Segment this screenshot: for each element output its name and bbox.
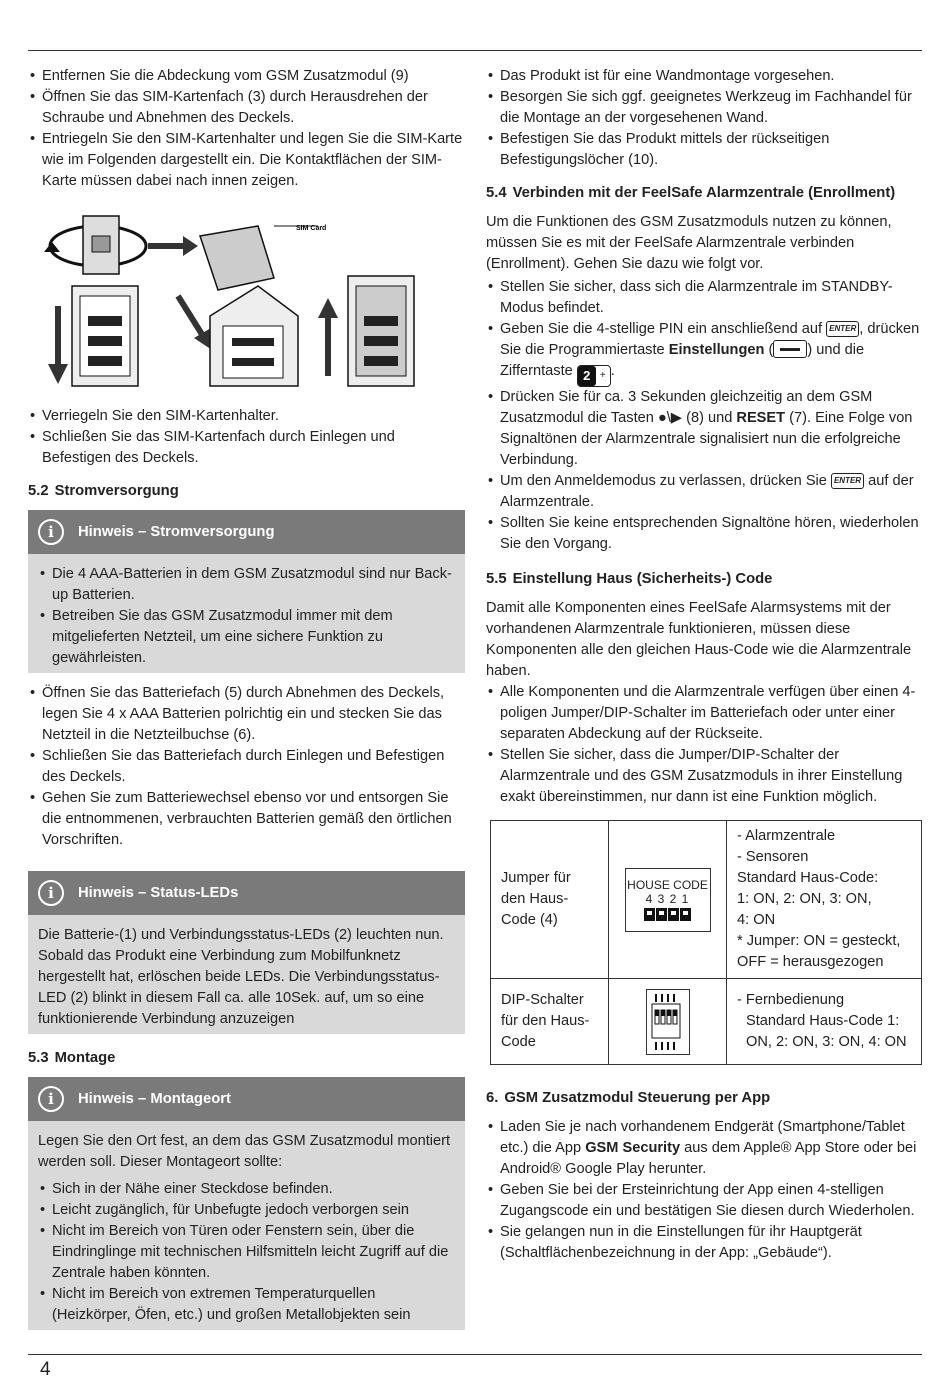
note-title: Hinweis – Montageort (78, 1090, 231, 1107)
table-row (491, 979, 922, 1065)
list-item: • Schließen Sie das Batteriefach durch Einlegen und Befestigen des Deckels. (28, 746, 465, 788)
list-item: • Nicht im Bereich von Türen oder Fenstern sein, über die Eindringlinge mit technischen Hilfsmitteln leicht Zugriff auf die Zentrale haben könnten. (38, 1221, 455, 1284)
app-steps-list (486, 1117, 926, 1264)
note-title: Hinweis – Status-LEDs (78, 884, 239, 901)
table-row (491, 821, 922, 979)
section-heading-5-2: 5.2 Stromversorgung (28, 483, 179, 499)
house-code-jumper-image: HOUSE CODE 4 3 2 1 (625, 868, 711, 932)
table-cell (609, 979, 727, 1065)
note-header (28, 871, 465, 915)
enter-key-icon: ENTER (831, 473, 864, 489)
right-column (486, 66, 926, 808)
section-6 (486, 1088, 926, 1264)
list-item: • Laden Sie je nach vorhandenem Endgerät (Smartphone/Tablet etc.) die App GSM Security aus dem Apple® App Store oder bei Android® Google Play herunter. (486, 1117, 926, 1180)
sim-card-illustration (28, 206, 468, 396)
info-icon: i (38, 880, 64, 906)
note-power (28, 510, 465, 673)
list-item: • Besorgen Sie sich ggf. geeignetes Werkzeug im Fachhandel für die Montage an der vorgesehenen Wand. (486, 87, 926, 129)
footer-rule (28, 1354, 922, 1355)
table-cell: DIP-Schalter für den Haus-Code (491, 979, 609, 1065)
battery-steps-list (28, 683, 465, 851)
house-code-table (490, 820, 922, 1065)
list-item: • Öffnen Sie das Batteriefach (5) durch Abnehmen des Deckels, legen Sie 4 x AAA Batterien polrichtig ein und stecken Sie das Netzteil in die Netzteilbuchse (6). (28, 683, 465, 746)
list-item: • Sie gelangen nun in die Einstellungen für ihr Hauptgerät (Schaltflächenbezeichnung in der App: „Gebäude“). (486, 1222, 926, 1264)
list-item: • Die 4 AAA-Batterien in dem GSM Zusatzmodul sind nur Back-up Batterien. (38, 564, 455, 606)
dip-switch-image (646, 989, 690, 1055)
wrench-key-icon (773, 340, 807, 358)
list-item: • Entfernen Sie die Abdeckung vom GSM Zusatzmodul (9) (28, 66, 465, 87)
note-header (28, 1077, 465, 1121)
sim-lock-list (28, 406, 465, 469)
list-item: • Stellen Sie sicher, dass sich die Alarmzentrale im STANDBY-Modus befindet. (486, 277, 926, 319)
list-item: • Leicht zugänglich, für Unbefugte jedoch verborgen sein (38, 1200, 455, 1221)
table-cell (609, 821, 727, 979)
section-intro: Um die Funktionen des GSM Zusatzmoduls nutzen zu können, müssen Sie es mit der FeelSafe Alarmzentrale verbinden (Enrollment). Gehen Sie dazu wie folgt vor. (486, 214, 892, 272)
list-item: • Stellen Sie sicher, dass die Jumper/DIP-Schalter der Alarmzentrale und des GSM Zusatzmoduls in ihrer Einstellung exakt übereinstimmen, nur dann ist eine Funktion möglich. (486, 745, 926, 808)
note-text: Legen Sie den Ort fest, an dem das GSM Zusatzmodul montiert werden soll. Dieser Montageort sollte: (38, 1133, 451, 1170)
section-heading-5-5: 5.5 Einstellung Haus (Sicherheits-) Code (486, 570, 773, 587)
note-title: Hinweis – Stromversorgung (78, 523, 275, 540)
mounting-list (486, 66, 926, 171)
list-item: • Nicht im Bereich von extremen Temperaturquellen (Heizkörper, Öfen, etc.) und großen Metallobjekten sein (38, 1284, 455, 1326)
note-header (28, 510, 465, 554)
page-number: 4 (40, 1359, 51, 1380)
list-item: • Sich in der Nähe einer Steckdose befinden. (38, 1179, 455, 1200)
list-item: • Drücken Sie für ca. 3 Sekunden gleichzeitig an dem GSM Zusatzmodul die Tasten ●\▶ (8) und RESET (7). Eine Folge von Signaltönen der Alarmzentrale signalisiert nun die erfolgreiche Verbindung. (486, 387, 926, 471)
house-code-list (486, 682, 926, 808)
list-item: • Sollten Sie keine entsprechenden Signaltöne hören, wiederholen Sie den Vorgang. (486, 513, 926, 555)
enter-key-icon: ENTER (826, 321, 859, 337)
sim-card-figure (28, 206, 465, 396)
list-item: • Betreiben Sie das GSM Zusatzmodul immer mit dem mitgelieferten Netzteil, um eine sichere Funktion zu gewährleisten. (38, 606, 455, 669)
list-item: • Das Produkt ist für eine Wandmontage vorgesehen. (486, 66, 926, 87)
enrollment-list (486, 277, 926, 555)
sim-steps-list (28, 66, 465, 192)
play-button-icon: ●\▶ (657, 409, 683, 426)
section-heading-6: 6. GSM Zusatzmodul Steuerung per App (486, 1090, 771, 1106)
note-body (28, 554, 465, 673)
info-icon: i (38, 1086, 64, 1112)
note-body (28, 915, 465, 1034)
list-item: • Verriegeln Sie den SIM-Kartenhalter. (28, 406, 465, 427)
list-item: • Geben Sie bei der Ersteinrichtung der App einen 4-stelligen Zugangscode ein und bestätigen Sie diesen durch Wiederholen. (486, 1180, 926, 1222)
table-cell: Jumper für den Haus-Code (4) (491, 821, 609, 979)
list-item: • Gehen Sie zum Batteriewechsel ebenso vor und entsorgen Sie die entnommenen, verbrauchten Batterien gemäß den örtlichen Vorschriften. (28, 788, 465, 851)
note-text: Die Batterie-(1) und Verbindungsstatus-LEDs (2) leuchten nun. Sobald das Produkt eine Verbindung zum Mobilfunknetz hergestellt hat, erlöschen beide LEDs. Die Verbindungsstatus-LED (2) blinkt in diesem Fall ca. alle 10Sek. auf, um so eine funktionierende Verbindung anzuzeigen (38, 927, 444, 1027)
list-item: • Schließen Sie das SIM-Kartenfach durch Einlegen und Befestigen des Deckels. (28, 427, 465, 469)
section-heading-5-4: 5.4 Verbinden mit der FeelSafe Alarmzentrale (Enrollment) (486, 185, 896, 201)
list-item: • Öffnen Sie das SIM-Kartenfach (3) durch Herausdrehen der Schraube und Abnehmen des Deckels. (28, 87, 465, 129)
note-mounting-location (28, 1077, 465, 1330)
list-item: • Entriegeln Sie den SIM-Kartenhalter und legen Sie die SIM-Karte wie im Folgenden dargestellt ein. Die Kontaktflächen der SIM-Karte müssen dabei nach innen zeigen. (28, 129, 465, 192)
list-item: • Befestigen Sie das Produkt mittels der rückseitigen Befestigungslöcher (10). (486, 129, 926, 171)
list-item: • Geben Sie die 4-stellige PIN ein anschließend auf ENTER , drücken Sie die Programmiertaste Einstellungen ( ) und die Zifferntaste 2 + . (486, 319, 926, 387)
table-cell: - Fernbedienung Standard Haus-Code 1: ON, 2: ON, 3: ON, 4: ON (727, 979, 922, 1065)
note-body (28, 1121, 465, 1330)
list-item: • Um den Anmeldemodus zu verlassen, drücken Sie ENTER auf der Alarmzentrale. (486, 471, 926, 513)
sim-card-label: SIM Card (296, 225, 327, 232)
note-status-leds (28, 871, 465, 1034)
list-item: • Alle Komponenten und die Alarmzentrale verfügen über einen 4-poligen Jumper/DIP-Schalter im Batteriefach oder unter einer separaten Abdeckung auf der Rückseite. (486, 682, 926, 745)
left-column (28, 66, 465, 1330)
table-cell: - Alarmzentrale - Sensoren Standard Haus-Code: 1: ON, 2: ON, 3: ON, 4: ON * Jumper: ON = gesteckt, OFF = herausgezogen (727, 821, 922, 979)
section-heading-5-3: 5.3 Montage (28, 1050, 116, 1066)
section-intro: Damit alle Komponenten eines FeelSafe Alarmsystems mit der vorhandenen Alarmzentrale funktionieren, müssen diese Komponenten alle den gleichen Haus-Code wie die Alarmzentrale haben. (486, 599, 912, 679)
info-icon: i (38, 519, 64, 545)
header-rule (28, 50, 922, 51)
digit-2-key-icon: 2 + (577, 365, 611, 387)
